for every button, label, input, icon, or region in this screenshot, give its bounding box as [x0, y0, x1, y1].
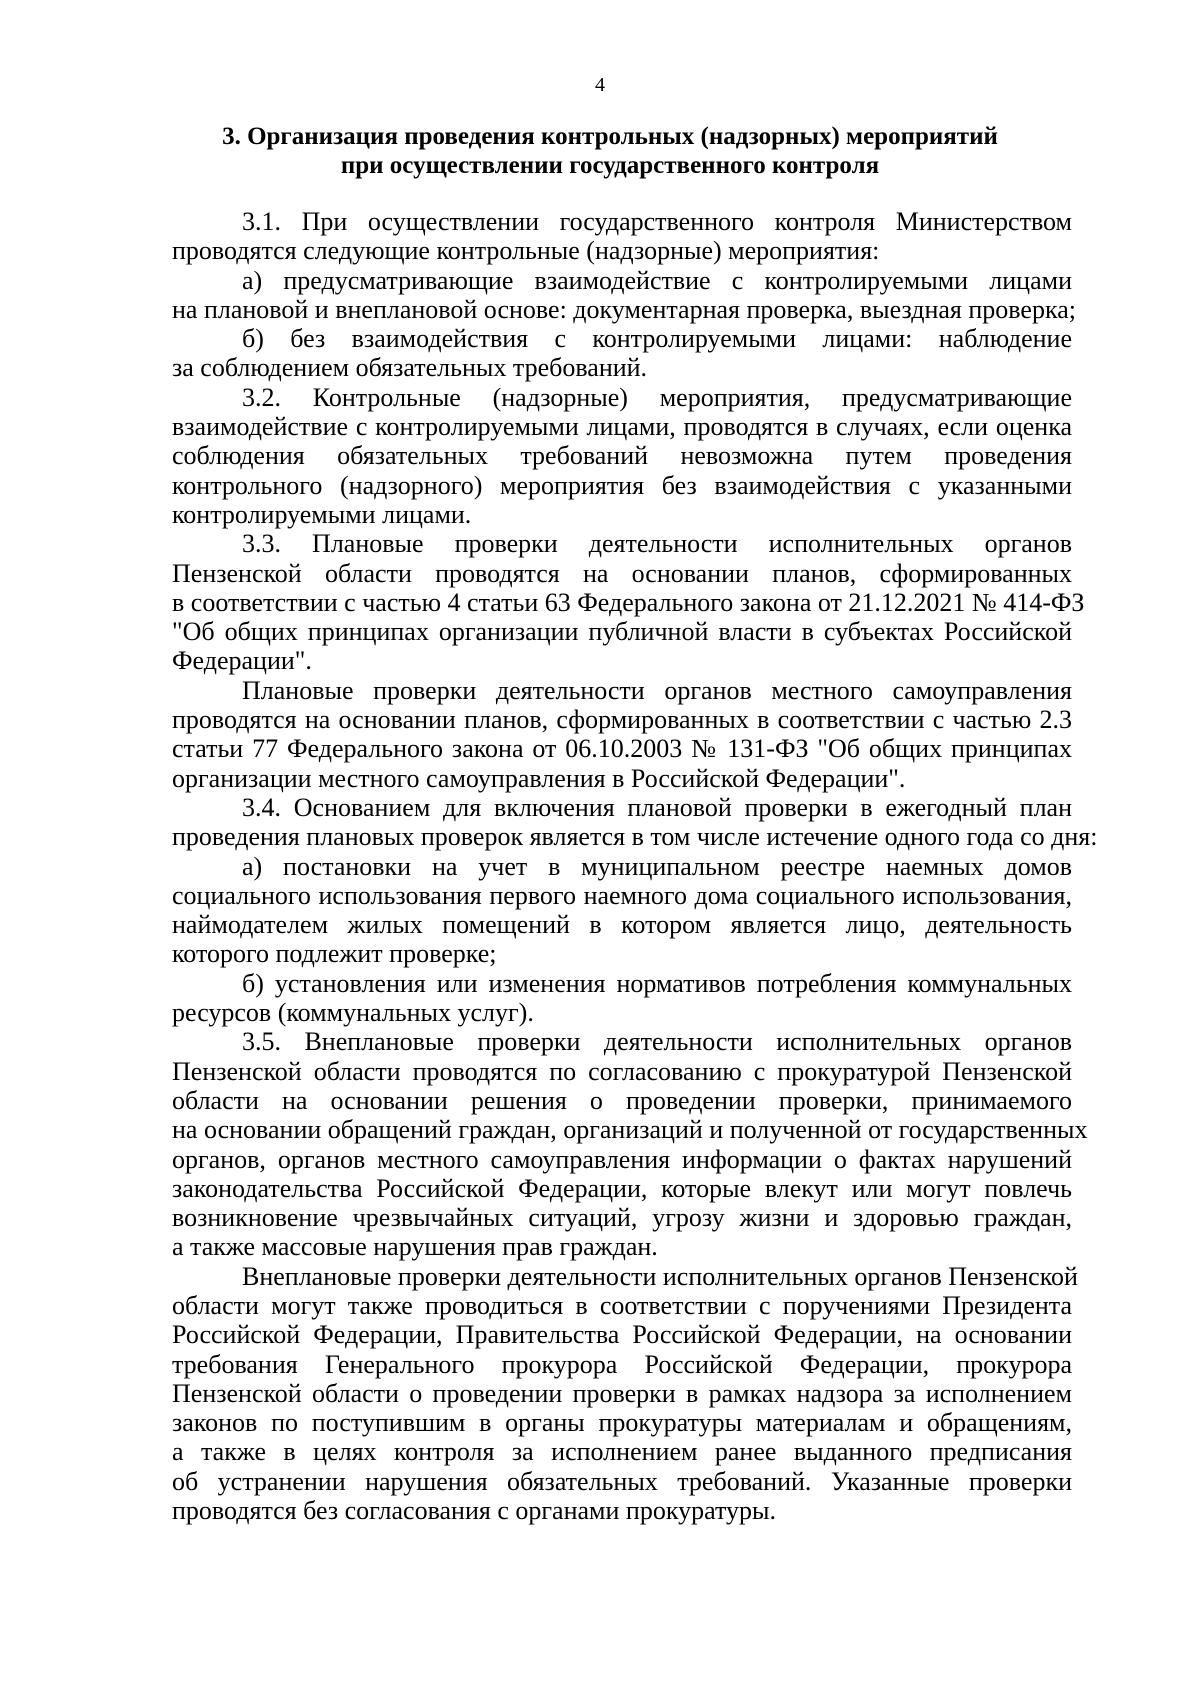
text-line: Пензенской области проводятся на основании планов, сформированных [172, 558, 1072, 588]
paragraph-3-4-a [172, 852, 1072, 969]
text-line: за соблюдением обязательных требований. [172, 353, 648, 383]
text-line: контрольного (надзорного) мероприятия без взаимодействия с указанными [172, 470, 1072, 500]
text-line: требования Генерального прокурора Российской Федерации, прокурора [172, 1349, 1072, 1379]
text-line: Пензенской области о проведении проверки в рамках надзора за исполнением [172, 1378, 1072, 1408]
text-line: проводятся следующие контрольные (надзорные) мероприятия: [172, 236, 880, 266]
text-line: контролируемыми лицами. [172, 499, 472, 529]
text-line: об устранении нарушения обязательных требований. Указанные проверки [172, 1466, 1072, 1496]
text-line: 3.2. Контрольные (надзорные) мероприятия, предусматривающие [242, 382, 1072, 412]
text-line: взаимодействие с контролируемыми лицами, проводятся в случаях, если оценка [172, 412, 1072, 442]
paragraph-3-4 [172, 792, 1098, 852]
text-line: 3.5. Внеплановые проверки деятельности исполнительных органов [242, 1027, 1072, 1057]
text-line: Федерации". [172, 646, 312, 676]
text-line: области могут также проводиться в соответствии с поручениями Президента [172, 1290, 1072, 1320]
page-number: 4 [595, 74, 605, 96]
text-line: Пензенской области проводятся по согласованию с прокуратурой Пензенской [172, 1056, 1072, 1086]
text-line: статьи 77 Федерального закона от 06.10.2003 № 131-ФЗ "Об общих принципах [172, 734, 1072, 764]
text-line: а) постановки на учет в муниципальном реестре наемных домов [242, 851, 1072, 881]
paragraph-3-5 [172, 1027, 1088, 1262]
text-line: организации местного самоуправления в Российской Федерации". [172, 763, 906, 793]
paragraph-3-5-unscheduled [172, 1261, 1078, 1526]
paragraph-3-3-local [172, 676, 1072, 793]
document-body [172, 207, 1098, 1526]
text-line: законов по поступившим в органы прокуратуры материалам и обращениям, [172, 1408, 1072, 1438]
text-line: в соответствии с частью 4 статьи 63 Федерального закона от 21.12.2021 № 414-ФЗ [172, 587, 1085, 617]
text-line: б) установления или изменения нормативов потребления коммунальных [242, 968, 1072, 998]
text-line: проведения плановых проверок является в том числе истечение одного года со дня: [172, 822, 1098, 852]
text-line: Плановые проверки деятельности органов местного самоуправления [242, 675, 1072, 705]
text-line: социального использования первого наемного дома социального использования, [172, 880, 1072, 910]
text-line: Российской Федерации, Правительства Российской Федерации, на основании [172, 1320, 1072, 1350]
paragraph-3-1-b [172, 324, 1072, 383]
text-line: возникновение чрезвычайных ситуаций, угрозу жизни и здоровью граждан, [172, 1203, 1072, 1233]
text-line: проводятся на основании планов, сформированных в соответствии с частью 2.3 [172, 705, 1072, 735]
paragraph-3-1 [172, 207, 1072, 266]
section-heading-line: при осуществлении государственного контроля [340, 152, 880, 179]
text-line: б) без взаимодействия с контролируемыми лицами: наблюдение [242, 324, 1072, 354]
text-line: 3.4. Основанием для включения плановой проверки в ежегодный план [242, 792, 1072, 822]
paragraph-3-3 [172, 529, 1085, 676]
text-line: ресурсов (коммунальных услуг). [172, 998, 534, 1028]
text-line: 3.3. Плановые проверки деятельности исполнительных органов [242, 529, 1072, 559]
paragraph-3-4-b [172, 969, 1072, 1028]
text-line: законодательства Российской Федерации, которые влекут или могут повлечь [172, 1173, 1072, 1203]
text-line: органов, органов местного самоуправления информации о фактах нарушений [172, 1144, 1072, 1174]
text-line: а также массовые нарушения прав граждан. [172, 1232, 658, 1262]
text-line: области на основании решения о проведении проверки, принимаемого [172, 1085, 1072, 1115]
text-line: соблюдения обязательных требований невозможна путем проведения [172, 441, 1072, 471]
text-line: а также в целях контроля за исполнением ранее выданного предписания [172, 1437, 1072, 1467]
section-heading [160, 122, 1060, 180]
text-line: "Об общих принципах организации публичной власти в субъектах Российской [172, 617, 1072, 647]
text-line: Внеплановые проверки деятельности исполнительных органов Пензенской [242, 1261, 1078, 1291]
text-line: которого подлежит проверке; [172, 939, 497, 969]
text-line: на основании обращений граждан, организаций и полученной от государственных [172, 1115, 1088, 1145]
section-heading-line: 3. Организация проведения контрольных (надзорных) мероприятий [222, 123, 998, 150]
text-line: а) предусматривающие взаимодействие с контролируемыми лицами [242, 265, 1072, 295]
paragraph-3-2 [172, 383, 1072, 529]
text-line: проводятся без согласования с органами прокуратуры. [172, 1496, 776, 1526]
text-line: наймодателем жилых помещений в котором является лицо, деятельность [172, 910, 1072, 940]
text-line: на плановой и внеплановой основе: документарная проверка, выездная проверка; [172, 294, 1076, 324]
paragraph-3-1-a [172, 265, 1076, 325]
text-line: 3.1. При осуществлении государственного контроля Министерством [242, 207, 1072, 236]
